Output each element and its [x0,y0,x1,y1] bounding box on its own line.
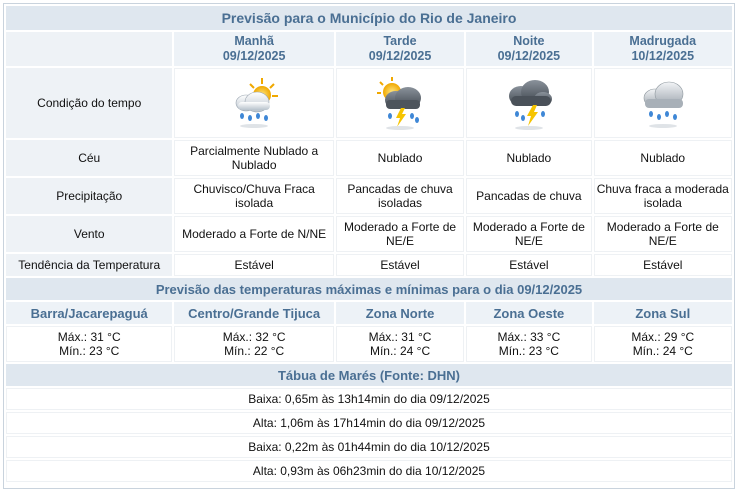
temps-title: Previsão das temperaturas máximas e mínimas para o dia 09/12/2025 [6,278,732,300]
thunderstorm-sun-icon [370,72,430,132]
condition-cell-manha [174,68,333,138]
tendencia-noite: Estável [466,254,591,276]
tide-row: Baixa: 0,22m às 01h44min do dia 10/12/2025 [6,436,732,458]
period-header-madrugada: Madrugada 10/12/2025 [594,32,732,66]
forecast-panel [3,3,735,489]
forecast-table [4,4,734,484]
ceu-noite: Nublado [466,140,591,176]
zone-name-oeste: Zona Oeste [466,302,591,324]
header-blank [6,32,172,66]
tide-row: Baixa: 0,65m às 13h14min do dia 09/12/2025 [6,388,732,410]
period-header-noite: Noite 09/12/2025 [466,32,591,66]
tides-title: Tábua de Marés (Fonte: DHN) [6,364,732,386]
zone-name-norte: Zona Norte [336,302,464,324]
condition-cell-madrugada [594,68,732,138]
vento-tarde: Moderado a Forte de NE/E [336,216,464,252]
zone-temps-norte: Máx.: 31 °C Mín.: 24 °C [336,326,464,362]
zone-temps-oeste: Máx.: 33 °C Mín.: 23 °C [466,326,591,362]
thunderstorm-icon [499,72,559,132]
vento-manha: Moderado a Forte de N/NE [174,216,333,252]
zone-name-barra: Barra/Jacarepaguá [6,302,172,324]
precipitacao-noite: Pancadas de chuva [466,178,591,214]
period-header-tarde: Tarde 09/12/2025 [336,32,464,66]
precipitacao-manha: Chuvisco/Chuva Fraca isolada [174,178,333,214]
forecast-title: Previsão para o Município do Rio de Janeiro [6,6,732,30]
zone-name-centro: Centro/Grande Tijuca [174,302,333,324]
tide-row: Alta: 0,93m às 06h23min do dia 10/12/2025 [6,460,732,482]
row-label-vento: Vento [6,216,172,252]
vento-madrugada: Moderado a Forte de NE/E [594,216,732,252]
precipitacao-tarde: Pancadas de chuva isoladas [336,178,464,214]
tendencia-madrugada: Estável [594,254,732,276]
row-label-tendencia: Tendência da Temperatura [6,254,172,276]
tide-row: Alta: 1,06m às 17h14min do dia 09/12/2025 [6,412,732,434]
partly-cloudy-rain-icon [224,72,284,132]
zone-temps-centro: Máx.: 32 °C Mín.: 22 °C [174,326,333,362]
precipitacao-madrugada: Chuva fraca a moderada isolada [594,178,732,214]
row-label-ceu: Céu [6,140,172,176]
row-label-precipitacao: Precipitação [6,178,172,214]
zone-name-sul: Zona Sul [594,302,732,324]
row-label-condicao: Condição do tempo [6,68,172,138]
ceu-madrugada: Nublado [594,140,732,176]
condition-cell-tarde [336,68,464,138]
vento-noite: Moderado a Forte de NE/E [466,216,591,252]
zone-temps-barra: Máx.: 31 °C Mín.: 23 °C [6,326,172,362]
tendencia-manha: Estável [174,254,333,276]
tendencia-tarde: Estável [336,254,464,276]
condition-cell-noite [466,68,591,138]
ceu-tarde: Nublado [336,140,464,176]
zone-temps-sul: Máx.: 29 °C Mín.: 24 °C [594,326,732,362]
ceu-manha: Parcialmente Nublado a Nublado [174,140,333,176]
period-header-manha: Manhã 09/12/2025 [174,32,333,66]
cloud-rain-icon [633,72,693,132]
